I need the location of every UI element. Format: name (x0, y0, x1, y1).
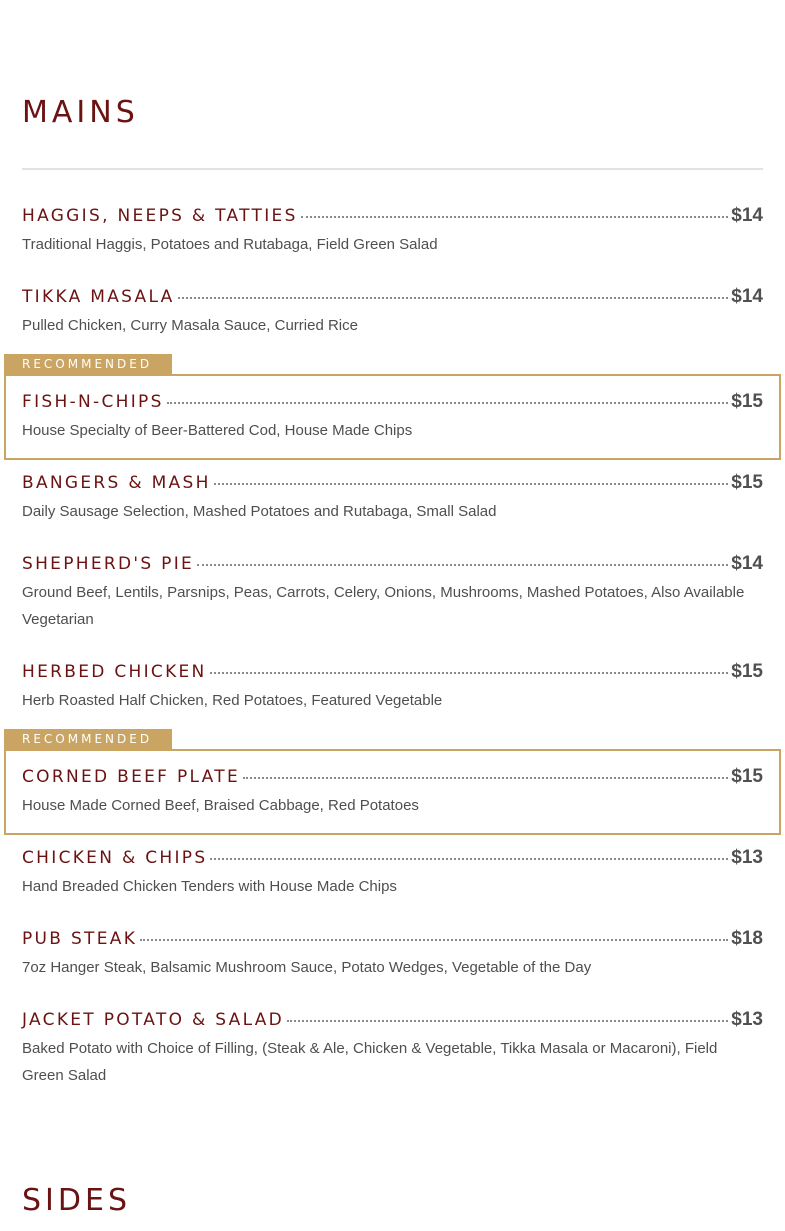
menu-item-name: CORNED BEEF PLATE (22, 767, 240, 787)
dot-leader (178, 297, 729, 299)
menu-item-price: $15 (731, 472, 763, 493)
dot-leader (167, 402, 729, 404)
menu-item (22, 1009, 763, 1089)
dot-leader (210, 858, 728, 860)
menu-item-name: PUB STEAK (22, 929, 138, 949)
menu-item-price: $14 (731, 205, 763, 226)
menu-item-name: CHICKEN & CHIPS (22, 848, 208, 868)
menu-item-description: Pulled Chicken, Curry Masala Sauce, Curried Rice (22, 317, 358, 334)
menu-item-description: Baked Potato with Choice of Filling, (Steak & Ale, Chicken & Vegetable, Tikka Masala or Macaroni), Field Green Salad (22, 1040, 718, 1084)
dot-leader (243, 777, 728, 779)
menu-item-description: Herb Roasted Half Chicken, Red Potatoes, Featured Vegetable (22, 692, 443, 709)
menu-item-name: SHEPHERD'S PIE (22, 554, 195, 574)
menu-item-price: $14 (731, 553, 763, 574)
menu-item-price: $15 (731, 766, 763, 787)
menu-item-header (22, 286, 763, 310)
menu-item-price: $18 (731, 928, 763, 949)
menu-item-name: FISH-N-CHIPS (22, 392, 164, 412)
menu-item-header (22, 847, 763, 871)
menu-item (22, 553, 763, 633)
menu-item-header (22, 553, 763, 577)
menu-item-price: $13 (731, 1009, 763, 1030)
menu-item-price: $14 (731, 286, 763, 307)
dot-leader (197, 564, 728, 566)
mains-section-title: MAINS (22, 95, 139, 130)
menu-item-header (22, 1009, 763, 1033)
menu-item-description: Daily Sausage Selection, Mashed Potatoes and Rutabaga, Small Salad (22, 503, 497, 520)
menu-item (22, 847, 763, 900)
menu-item-header (22, 391, 763, 415)
menu-item-description: Traditional Haggis, Potatoes and Rutabaga, Field Green Salad (22, 236, 438, 253)
dot-leader (214, 483, 729, 485)
menu-item-header (22, 766, 763, 790)
recommended-badge: RECOMMENDED (4, 354, 172, 375)
menu-item (22, 766, 763, 819)
menu-item-description: Ground Beef, Lentils, Parsnips, Peas, Carrots, Celery, Onions, Mushrooms, Mashed Potatoes, Also Available Vegetarian (22, 584, 745, 628)
menu-item-name: HERBED CHICKEN (22, 662, 207, 682)
menu-item-name: BANGERS & MASH (22, 473, 211, 493)
menu-item-header (22, 472, 763, 496)
menu-item (22, 286, 763, 339)
menu-item-header (22, 205, 763, 229)
dot-leader (210, 672, 729, 674)
menu-item-name: TIKKA MASALA (22, 287, 175, 307)
menu-item (22, 928, 763, 981)
dot-leader (140, 939, 728, 941)
menu-item-price: $15 (731, 661, 763, 682)
menu-item-description: Hand Breaded Chicken Tenders with House Made Chips (22, 878, 397, 895)
menu-item (22, 205, 763, 258)
sides-section-title: SIDES (22, 1183, 131, 1218)
menu-item-header (22, 928, 763, 952)
menu-item (22, 472, 763, 525)
menu-item-name: JACKET POTATO & SALAD (22, 1010, 285, 1030)
menu-item-description: House Made Corned Beef, Braised Cabbage, Red Potatoes (22, 797, 419, 814)
dot-leader (287, 1020, 728, 1022)
recommended-badge: RECOMMENDED (4, 729, 172, 750)
menu-item-description: House Specialty of Beer-Battered Cod, House Made Chips (22, 422, 413, 439)
menu-item-description: 7oz Hanger Steak, Balsamic Mushroom Sauce, Potato Wedges, Vegetable of the Day (22, 959, 592, 976)
menu-item-price: $13 (731, 847, 763, 868)
menu-item (22, 391, 763, 444)
dot-leader (301, 216, 729, 218)
menu-item-header (22, 661, 763, 685)
menu-item (22, 661, 763, 714)
menu-item-price: $15 (731, 391, 763, 412)
menu-item-name: HAGGIS, NEEPS & TATTIES (22, 206, 298, 226)
section-divider (22, 168, 763, 170)
